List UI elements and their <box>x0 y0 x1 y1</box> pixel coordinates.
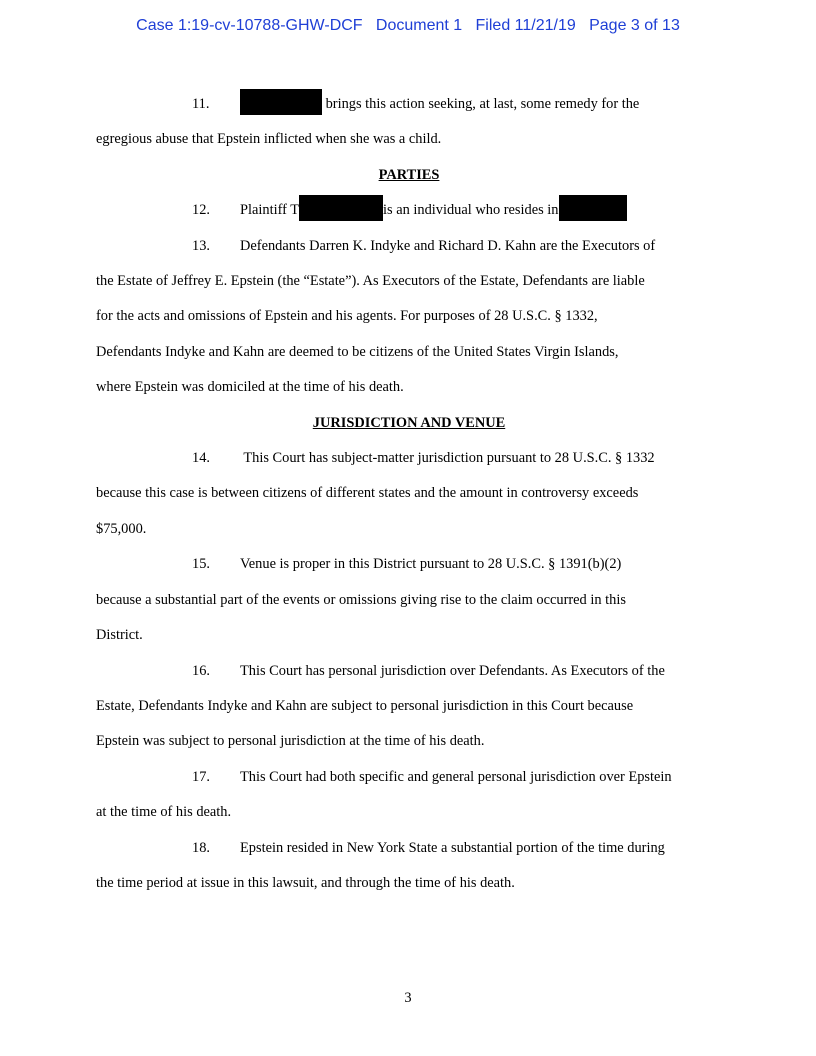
paragraph-number: 18. <box>192 839 210 856</box>
paragraph-number: 11. <box>192 96 210 112</box>
paragraph-14: 14. This Court has subject-matter jurisdiction pursuant to 28 U.S.C. § 1332 because this case is between citizens of different states and the amount in controversy exceeds $75,000. <box>96 441 722 547</box>
paragraph-number: 15. <box>192 556 210 573</box>
paragraph-11: 11. brings this action seeking, at last, some remedy for the egregious abuse that Epstein inflicted when she was a child. <box>96 87 722 158</box>
paragraph-number: 13. <box>192 237 210 254</box>
page-number: 3 <box>404 990 412 1006</box>
paragraph-number: 17. <box>192 768 210 785</box>
section-heading-jurisdiction: JURISDICTION AND VENUE <box>312 414 506 431</box>
paragraph-17: 17. This Court had both specific and general personal jurisdiction over Epstein at the time of his death. <box>96 760 722 831</box>
paragraph-12: 12. Plaintiff T is an individual who resides in <box>96 193 722 228</box>
paragraph-18: 18. Epstein resided in New York State a substantial portion of the time during the time period at issue in this lawsuit, and through the time of his death. <box>96 831 722 902</box>
filed-date: Filed 11/21/19 <box>475 17 576 34</box>
ecf-header <box>0 17 816 35</box>
case-number: Case 1:19-cv-10788-GHW-DCF <box>136 17 363 34</box>
paragraph-number: 16. <box>192 662 210 679</box>
document-number: Document 1 <box>375 17 463 34</box>
redaction-box <box>240 89 322 115</box>
redaction-box <box>559 195 627 221</box>
section-heading-parties: PARTIES <box>378 166 440 183</box>
redaction-box <box>299 195 383 221</box>
page-of: Page 3 of 13 <box>589 17 680 34</box>
paragraph-16: 16. This Court has personal jurisdiction over Defendants. As Executors of the Estate, Defendants Indyke and Kahn are subject to personal jurisdiction in this Court because Epstein was subject to personal jurisdiction at the time of his death. <box>96 654 722 760</box>
document-body <box>96 87 722 901</box>
paragraph-13: 13. Defendants Darren K. Indyke and Richard D. Kahn are the Executors of the Estate of Jeffrey E. Epstein (the “Estate”). As Executors of the Estate, Defendants are liable for the acts and omissions of Epstein and his agents. For purposes of 28 U.S.C. § 1332, Defendants Indyke and Kahn are deemed to be citizens of the United States Virgin Islands, where Epstein was domiciled at the time of his death. <box>96 229 722 406</box>
paragraph-15: 15. Venue is proper in this District pursuant to 28 U.S.C. § 1391(b)(2) because a substantial part of the events or omissions giving rise to the claim occurred in this District. <box>96 547 722 653</box>
paragraph-number: 12. <box>192 202 210 219</box>
paragraph-number: 14. <box>192 450 210 467</box>
